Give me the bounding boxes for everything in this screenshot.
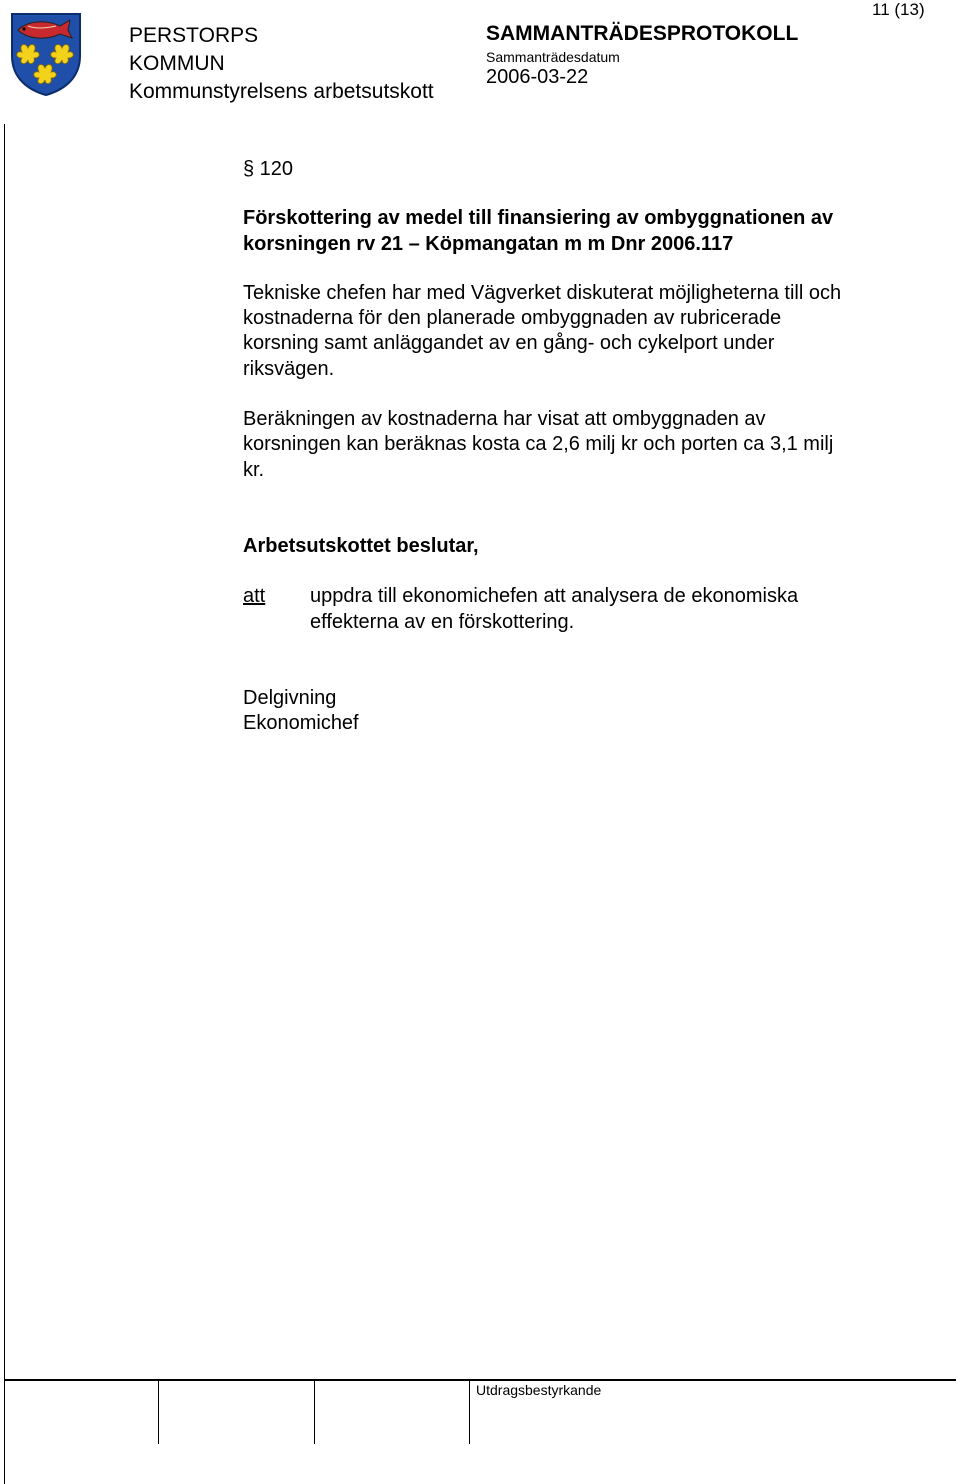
signature-box-divider [469,1381,470,1444]
delivery-section [243,686,843,737]
item-heading: Förskottering av medel till finansiering av ombyggnationen av korsningen rv 21 – Köpmangatan m m Dnr 2006.117 [243,207,834,255]
meeting-date-label: Sammanträdesdatum [486,49,620,65]
decision-keyword: att [243,585,266,608]
section-number: § 120 [243,158,294,180]
left-margin-rule [4,124,5,1380]
delivery-label: Delgivning [243,686,337,709]
delivery-recipient: Ekonomichef [243,712,359,735]
signature-box-divider [158,1381,159,1444]
paragraph-costs: Beräkningen av kostnaderna har visat att ombyggnaden av korsningen kan beräknas kosta ca 2,6 milj kr och porten ca 3,1 milj kr. [243,408,834,481]
footer-left-rule [4,1380,5,1484]
organization-name [129,22,434,106]
paragraph-background: Tekniske chefen har med Vägverket diskuterat möjligheterna till och kostnaderna för den planerade ombyggnaden av rubricerade korsning samt anläggandet av en gång- och cykelport under riksvägen. [243,281,842,380]
page-number: 11 (13) [872,0,925,19]
document-title: SAMMANTRÄDESPROTOKOLL [486,22,799,45]
meeting-date: 2006-03-22 [486,66,589,88]
coat-of-arms-icon [10,12,82,96]
certifier-label: Utdragsbestyrkande [476,1382,602,1398]
decision-text: uppdra till ekonomichefen att analysera de ekonomiska effekterna av en förskottering. [310,585,799,633]
org-name-line-2: KOMMUN [129,52,225,75]
footer-rule [4,1379,956,1381]
signature-box-divider [314,1381,315,1444]
decision-clause [243,584,843,635]
decision-heading: Arbetsutskottet beslutar, [243,534,479,557]
org-name-line-1: PERSTORPS [129,24,259,47]
committee-name: Kommunstyrelsens arbetsutskott [129,80,434,103]
protocol-item [243,157,843,736]
